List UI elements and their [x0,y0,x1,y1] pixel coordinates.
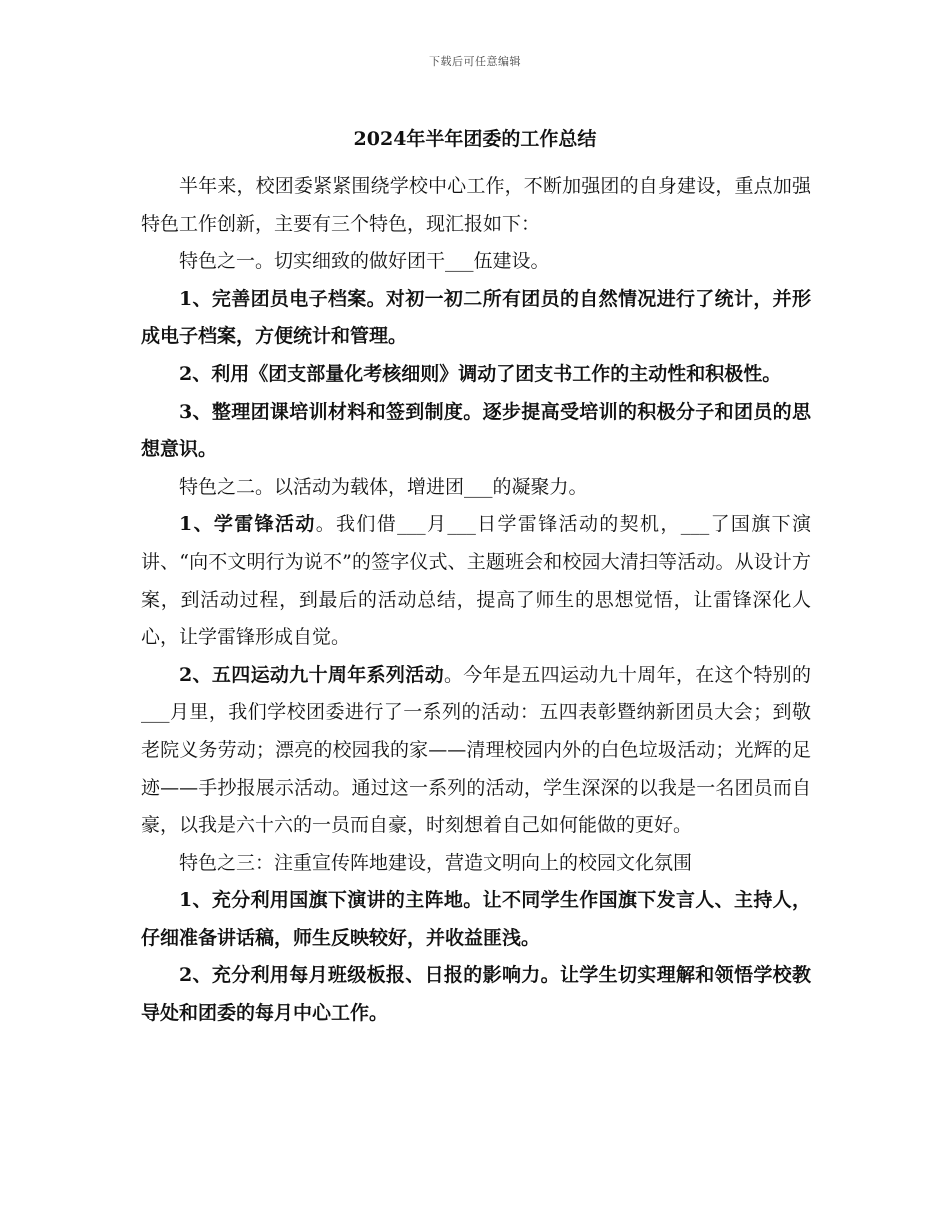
header-note: 下载后可任意编辑 [429,55,521,68]
section-1-heading: 特色之一。切实细致的做好团干___伍建设。 [179,250,550,273]
intro-paragraph: 半年来，校团委紧紧围绕学校中心工作，不断加强团的自身建设，重点加强特色工作创新，主要有三个特色，现汇报如下： [141,175,811,235]
section-2-item-1-text: 。我们借___月___日学雷锋活动的契机，___了国旗下演讲、“向不文明行为说不”的签字仪式、主题班会和校园大清扫等活动。从设计方案，到活动过程，到最后的活动总结，提高了师生的思想觉悟，让雷锋深化人心，让学雷锋形成自觉。 [141,513,811,649]
section-3-heading: 特色之三：注重宣传阵地建设，营造文明向上的校园文化氛围 [179,851,693,874]
section-2-heading: 特色之二。以活动为载体，增进团___的凝聚力。 [179,475,588,498]
section-2-item-2 [141,657,811,845]
section-1-item-3: 3、整理团课培训材料和签到制度。逐步提高受培训的积极分子和团员的思想意识。 [141,400,811,461]
section-2-item-2-text: 。今年是五四运动九十周年，在这个特别的___月里，我们学校团委进行了一系列的活动：五四表彰暨纳新团员大会；到敬老院义务劳动；漂亮的校园我的家——清理校园内外的白色垃圾活动；光辉的足迹——手抄报展示活动。通过这一系列的活动，学生深深的以我是一名团员而自豪，以我是六十六的一员而自豪，时刻想着自己如何能做的更好。 [141,663,811,837]
section-3-item-1: 1、充分利用国旗下演讲的主阵地。让不同学生作国旗下发言人、主持人，仔细准备讲话稿，师生反映较好，并收益匪浅。 [141,889,811,949]
section-3-item-2: 2、充分利用每月班级板报、日报的影响力。让学生切实理解和领悟学校教导处和团委的每月中心工作。 [141,964,811,1025]
document-body [141,168,811,1033]
document-title: 2024年半年团委的工作总结 [353,128,597,150]
section-2-item-1-lead: 1、学雷锋活动 [179,513,316,536]
section-2-item-1 [141,506,811,656]
section-1-item-1: 1、完善团员电子档案。对初一初二所有团员的自然情况进行了统计，并形成电子档案，方便统计和管理。 [141,287,811,348]
section-2-item-2-lead: 2、五四运动九十周年系列活动 [179,663,444,686]
section-1-item-2: 2、利用《团支部量化考核细则》调动了团支书工作的主动性和积极性。 [179,362,782,385]
